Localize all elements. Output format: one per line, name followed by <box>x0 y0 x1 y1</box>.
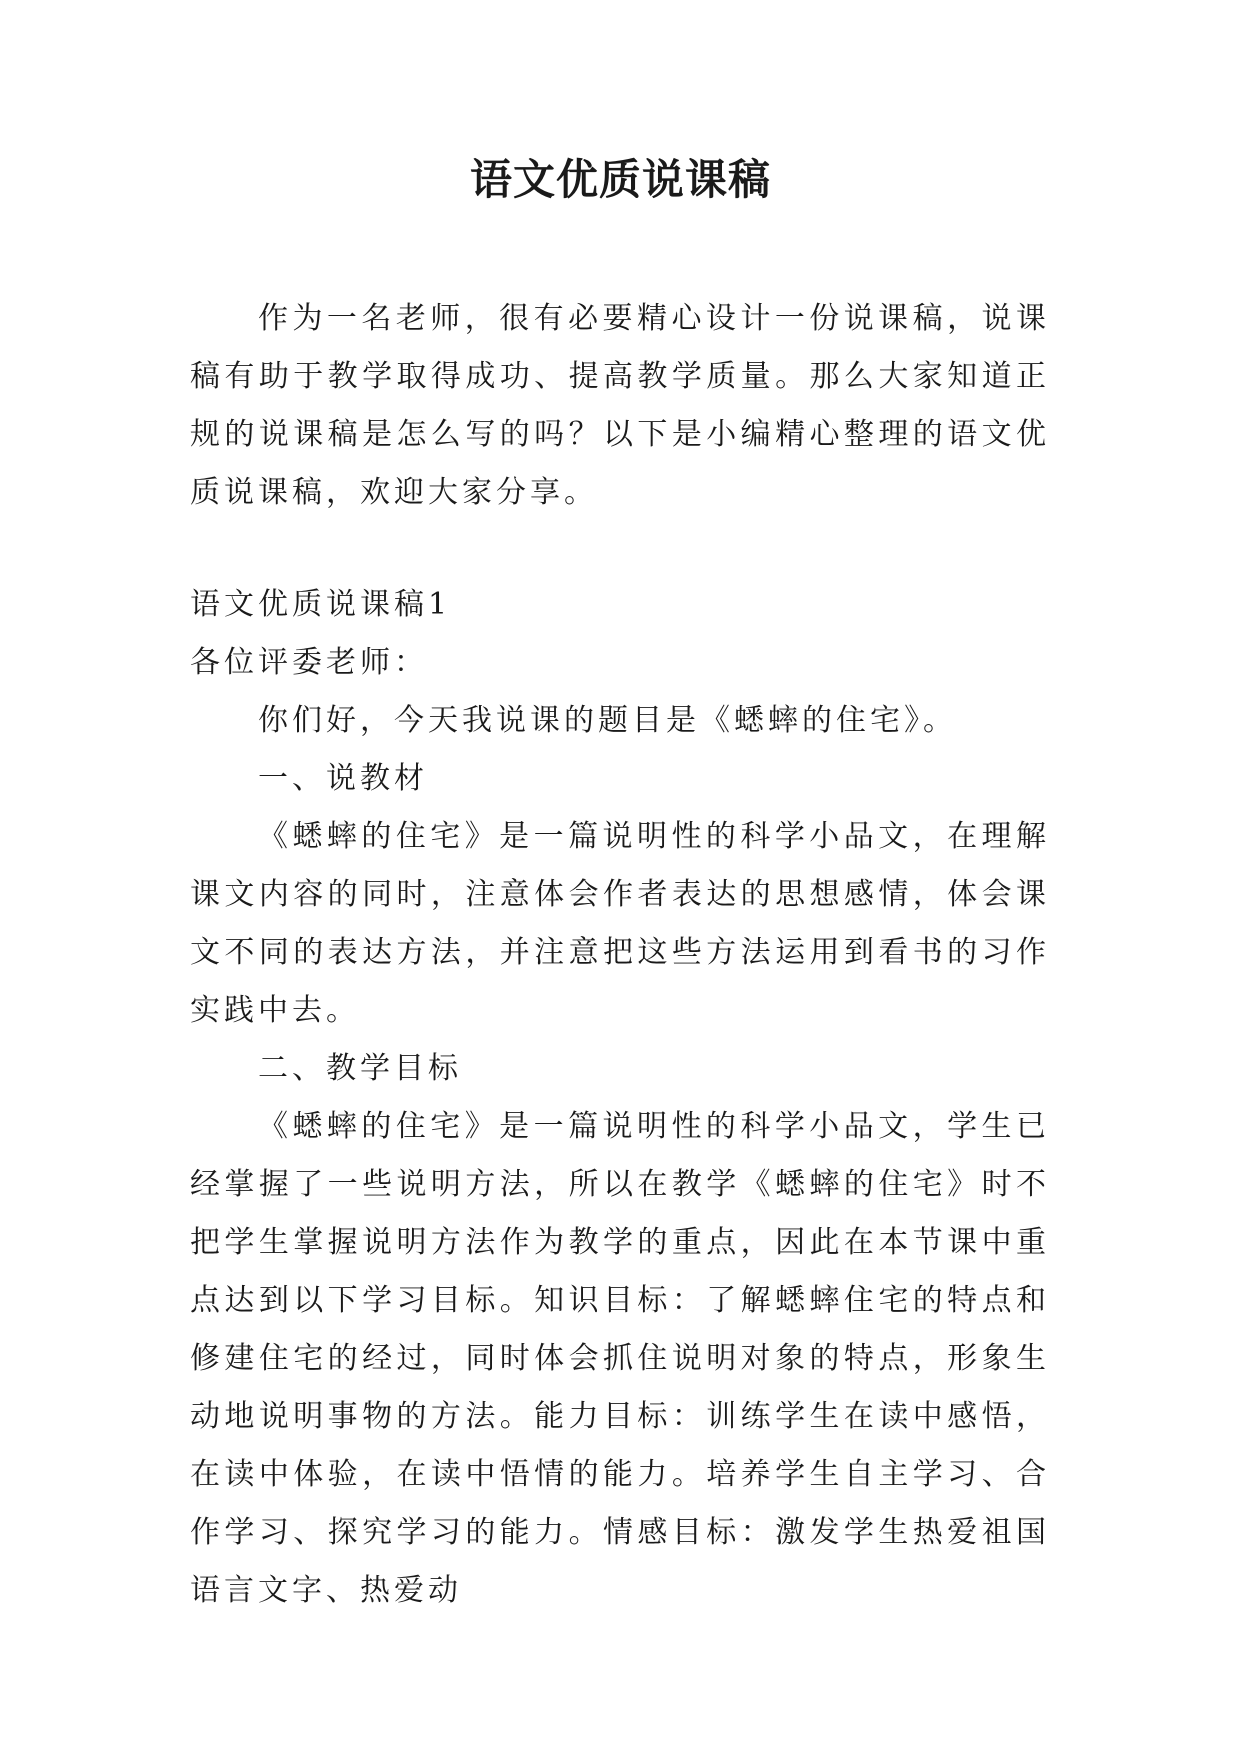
document-title: 语文优质说课稿 <box>469 155 771 204</box>
document-body <box>190 290 1050 1620</box>
objectives-paragraph: 《蟋蟀的住宅》是一篇说明性的科学小品文，学生已经掌握了一些说明方法，所以在教学《蟋蟀的住宅》时不把学生掌握说明方法作为教学的重点，因此在本节课中重点达到以下学习目标。知识目标：了解蟋蟀住宅的特点和修建住宅的经过，同时体会抓住说明对象的特点，形象生动地说明事物的方法。能力目标：训练学生在读中感悟，在读中体验，在读中悟情的能力。培养学生自主学习、合作学习、探究学习的能力。情感目标：激发学生热爱祖国语言文字、热爱动 <box>190 1109 1050 1608</box>
part-heading-textbook: 一、说教材 <box>258 761 428 796</box>
textbook-paragraph: 《蟋蟀的住宅》是一篇说明性的科学小品文，在理解课文内容的同时，注意体会作者表达的思想感情，体会课文不同的表达方法，并注意把这些方法运用到看书的习作实践中去。 <box>190 819 1050 1028</box>
intro-paragraph: 作为一名老师，很有必要精心设计一份说课稿，说课稿有助于教学取得成功、提高教学质量。那么大家知道正规的说课稿是怎么写的吗？以下是小编精心整理的语文优质说课稿，欢迎大家分享。 <box>190 301 1050 510</box>
section-heading: 语文优质说课稿1 <box>190 587 452 622</box>
section-1 <box>190 576 1050 1620</box>
salutation: 各位评委老师： <box>190 645 428 680</box>
greeting-paragraph: 你们好，今天我说课的题目是《蟋蟀的住宅》。 <box>258 703 957 738</box>
part-heading-objectives: 二、教学目标 <box>258 1051 462 1086</box>
